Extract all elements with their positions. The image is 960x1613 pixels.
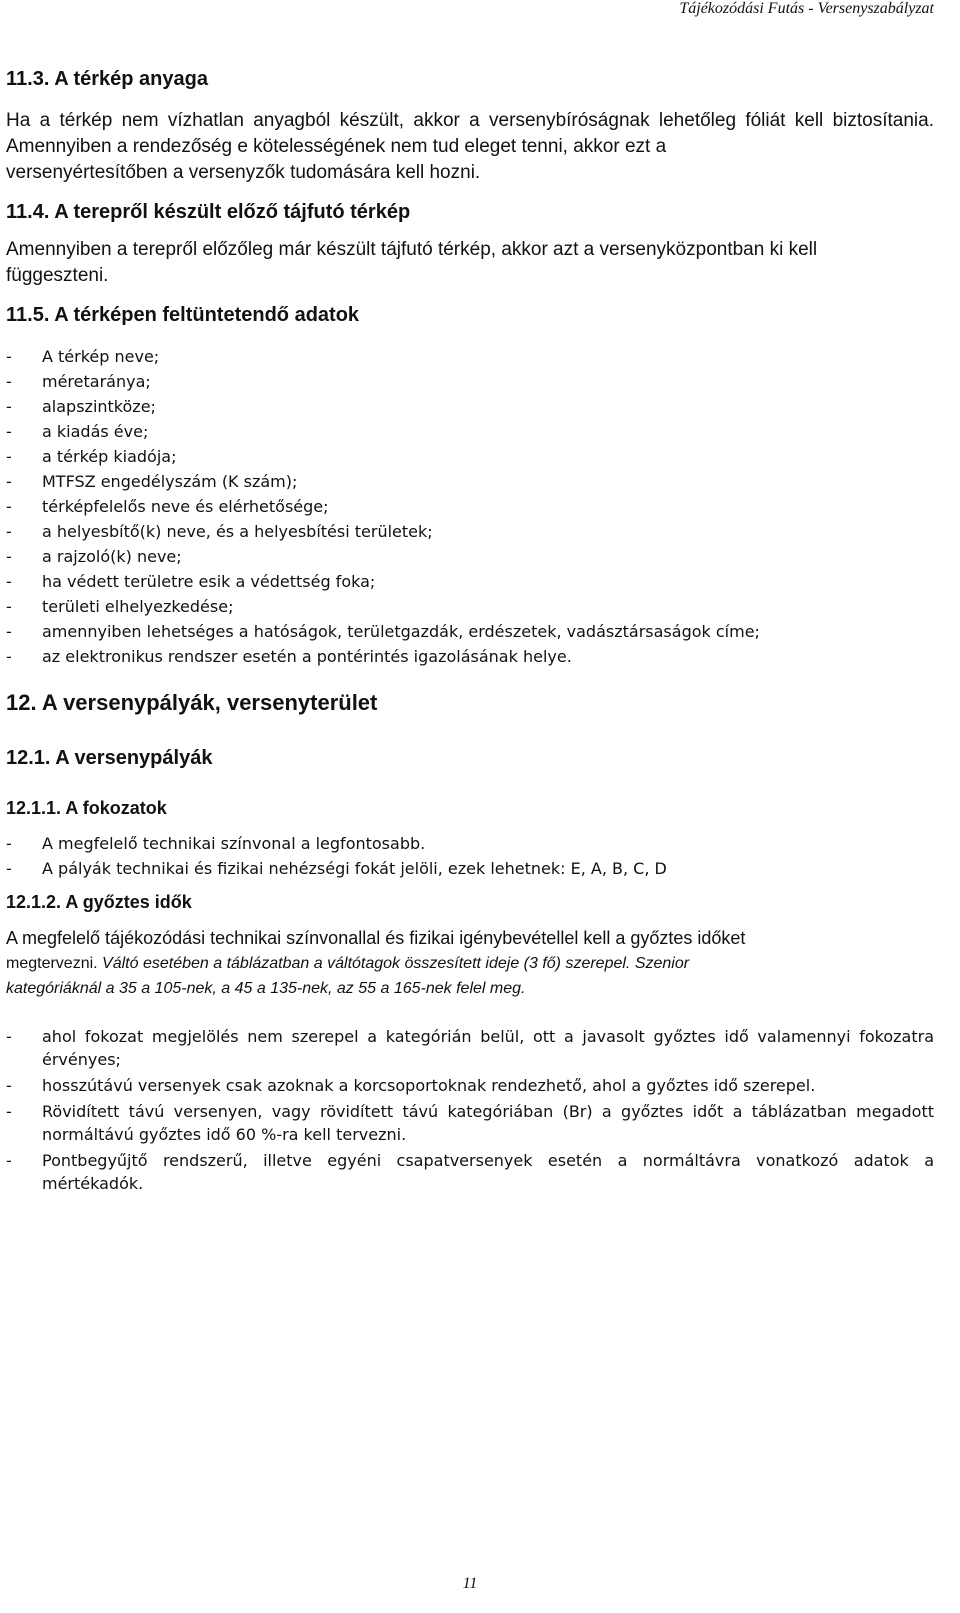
paragraph-11-3-line1: Ha a térkép nem vízhatlan anyagból készült, akkor a versenybíróságnak lehetőleg fóliát kell biztosítania. Amennyiben a rendezőség e kötelességének nem tud eleget tenni, akkor ezt a (6, 110, 934, 157)
list-item: - Pontbegyűjtő rendszerű, illetve egyéni csapatversenyek esetén a normáltávra vonatkozó adatok a mértékadók. (6, 1151, 934, 1193)
list-item: - az elektronikus rendszer esetén a pontérintés igazolásának helye. (6, 647, 572, 666)
list-item: - a helyesbítő(k) neve, és a helyesbítési területek; (6, 522, 433, 541)
list-item: - amennyiben lehetséges a hatóságok, területgazdák, erdészetek, vadásztársaságok címe; (6, 622, 760, 641)
list-item: - A megfelelő technikai színvonal a legfontosabb. (6, 834, 426, 853)
paragraph-11-4-line2: függeszteni. (6, 265, 109, 286)
list-item: - alapszintköze; (6, 397, 156, 416)
page-number: 11 (462, 1575, 478, 1592)
paragraph-12-1-2-line3: kategóriáknál a 35 a 105-nek, a 45 a 135-nek, az 55 a 165-nek felel meg. (6, 980, 526, 997)
paragraph-11-4-line1: Amennyiben a terepről előzőleg már készült tájfutó térkép, akkor azt a versenyközpontban ki kell (6, 239, 818, 260)
paragraph-12-1-2-line2: megtervezni. Váltó esetében a táblázatban a váltótagok összesített ideje (3 fő) szerepel. Szenior (6, 955, 690, 972)
heading-11-4: 11.4. A terepről készült előző tájfutó térkép (6, 201, 411, 223)
heading-12-1-1: 12.1.1. A fokozatok (6, 798, 167, 818)
list-item: - MTFSZ engedélyszám (K szám); (6, 472, 298, 491)
heading-12-1: 12.1. A versenypályák (6, 747, 213, 769)
paragraph-11-3 (6, 108, 934, 186)
paragraph-12-1-2 (6, 926, 934, 1001)
running-header: Tájékozódási Futás - Versenyszabályzat (679, 0, 934, 17)
list-item: - A pályák technikai és fizikai nehézségi fokát jelöli, ezek lehetnek: E, A, B, C, D (6, 859, 667, 878)
list-item: - Rövidített távú versenyen, vagy rövidített távú kategóriában (Br) a győztes időt a táblázatban megadott normáltávú győztes idő 60 %-ra kell tervezni. (6, 1102, 934, 1144)
heading-11-5: 11.5. A térképen feltüntetendő adatok (6, 304, 360, 326)
list-item: - a kiadás éve; (6, 422, 149, 441)
list-item: - ha védett területre esik a védettség foka; (6, 572, 376, 591)
heading-12-1-2: 12.1.2. A győztes idők (6, 892, 192, 912)
heading-11-3: 11.3. A térkép anyaga (6, 68, 208, 90)
paragraph-11-3-line2: versenyértesítőben a versenyzők tudomására kell hozni. (6, 162, 481, 183)
list-item: - a rajzoló(k) neve; (6, 547, 182, 566)
paragraph-12-1-2-line1: A megfelelő tájékozódási technikai színvonallal és fizikai igénybevétellel kell a győztes időket (6, 928, 746, 948)
document-page (6, 0, 934, 1613)
levels-list (6, 831, 934, 881)
map-data-list (6, 344, 934, 669)
list-item: - térképfelelős neve és elérhetősége; (6, 497, 329, 516)
paragraph-11-4 (6, 237, 934, 289)
list-item: - méretaránya; (6, 372, 151, 391)
winning-time-rules-list (6, 1025, 934, 1195)
list-item: - területi elhelyezkedése; (6, 597, 234, 616)
heading-12: 12. A versenypályák, versenyterület (6, 690, 378, 715)
list-item: - ahol fokozat megjelölés nem szerepel a kategórián belül, ott a javasolt győztes idő valamennyi fokozatra érvényes; (6, 1027, 934, 1069)
list-item: - hosszútávú versenyek csak azoknak a korcsoportoknak rendezhető, ahol a győztes idő szerepel. (6, 1076, 816, 1095)
list-item: - a térkép kiadója; (6, 447, 177, 466)
list-item: - A térkép neve; (6, 347, 160, 366)
